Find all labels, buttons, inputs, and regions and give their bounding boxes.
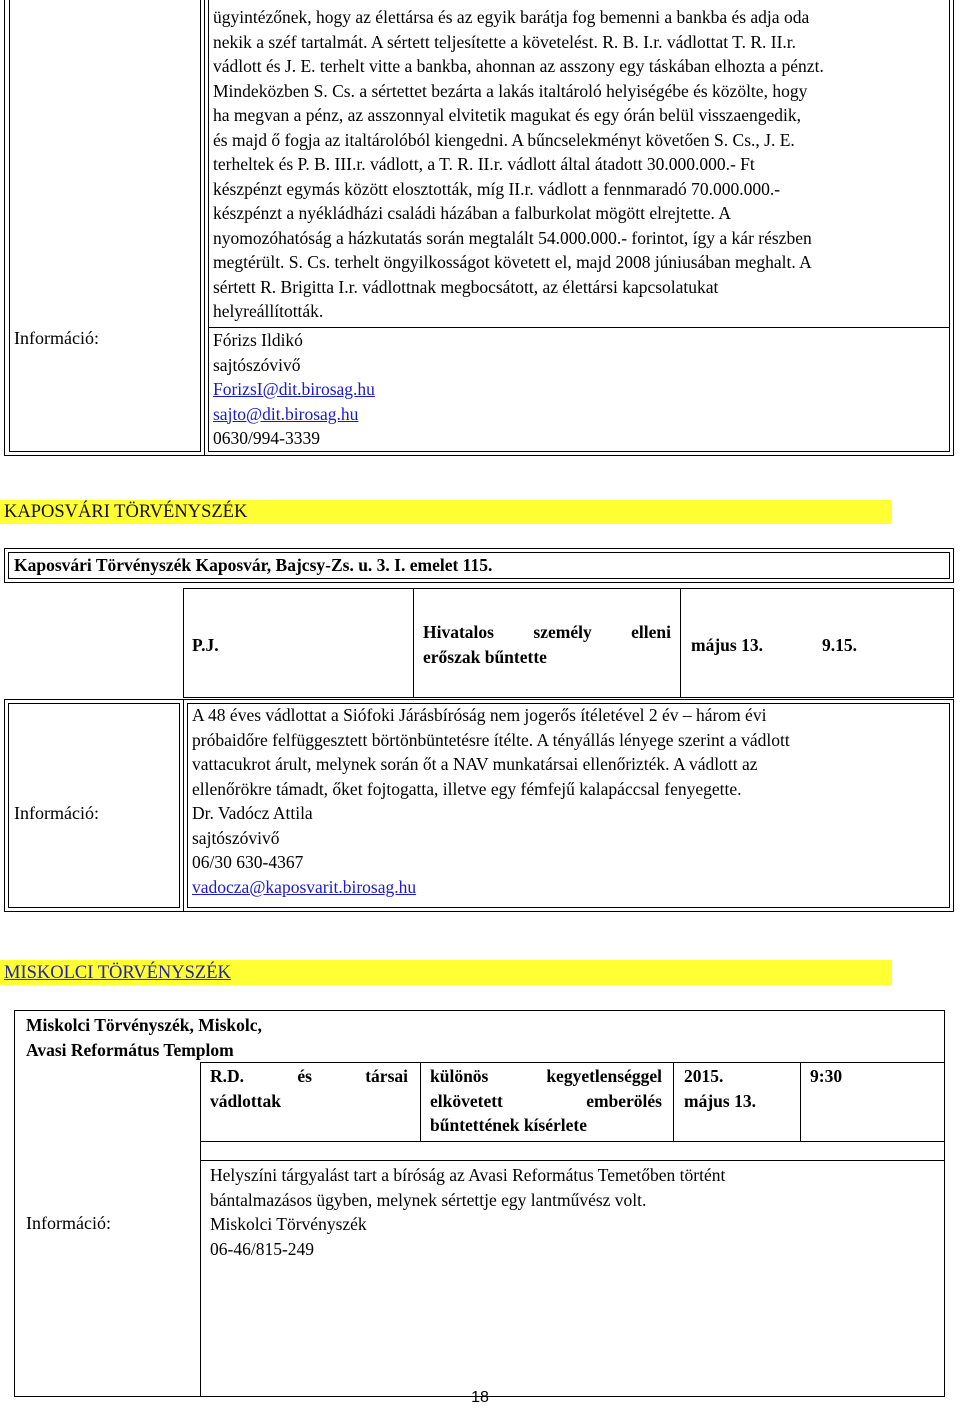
contact-block-1	[213, 328, 913, 451]
location-line: Miskolci Törvényszék, Miskolc,	[26, 1015, 262, 1035]
text-line: vattacukrot árult, melynek során őt a NAV munkatársai ellenőrizték. A vádlott az	[192, 754, 758, 774]
charge-line: erőszak bűntette	[423, 646, 547, 667]
text-line: Helyszíni tárgyalást tart a bíróság az Avasi Református Temetőben történt	[210, 1165, 726, 1185]
contact-email-link[interactable]: ForizsI@dit.birosag.hu	[213, 379, 375, 399]
contact-phone: 0630/994-3339	[213, 428, 320, 448]
info-label: Információ:	[14, 803, 99, 823]
court-location: Kaposvári Törvényszék Kaposvár, Bajcsy-Zs. u. 3. I. emelet 115.	[14, 555, 493, 575]
hearing-date	[684, 1064, 756, 1113]
text-line: ügyintézőnek, hogy az élettársa és az egyik barátja fog bemenni a bankba és adja oda	[213, 7, 810, 27]
charge-line: bűntettének kísérlete	[430, 1115, 587, 1135]
charge	[430, 1064, 662, 1138]
hearing-date: május 13.	[691, 635, 763, 655]
contact-name: Miskolci Törvényszék	[210, 1214, 367, 1234]
case-description-2	[192, 703, 948, 899]
contact-email-link[interactable]: vadocza@kaposvarit.birosag.hu	[192, 876, 417, 897]
defendant-line: R.D. és társai	[210, 1066, 408, 1086]
defendant: P.J.	[192, 635, 219, 655]
court-location	[26, 1013, 262, 1062]
contact-email-link[interactable]: sajto@dit.birosag.hu	[213, 403, 359, 424]
case-description-1	[213, 5, 945, 324]
contact-name: Dr. Vadócz Attila	[192, 803, 313, 823]
date-line: május 13.	[684, 1090, 756, 1111]
text-line: készpénzt a nyékládházi családi házában a falburkolat mögött elrejtette. A	[213, 203, 731, 223]
text-line: Mindeközben S. Cs. a sértettet bezárta a lakás italtároló helyiségébe és közölte, hogy	[213, 80, 808, 101]
hearing-time: 9.15.	[822, 635, 857, 655]
page-number: 18	[471, 1389, 489, 1406]
text-line: A 48 éves vádlottat a Siófoki Járásbíróság nem jogerős ítéletével 2 év – három évi	[192, 705, 767, 725]
contact-phone: 06-46/815-249	[210, 1238, 315, 1259]
text-line: próbaidőre felfüggesztett börtönbüntetésre ítélte. A tényállás lényege szerint a vádlott	[192, 729, 790, 750]
hearing-time: 9:30	[810, 1066, 843, 1086]
court-heading: KAPOSVÁRI TÖRVÉNYSZÉK	[4, 502, 248, 522]
contact-name: Fórizs Ildikó	[213, 330, 303, 350]
contact-phone: 06/30 630-4367	[192, 852, 304, 872]
contact-role: sajtószóvivő	[213, 354, 301, 375]
text-line: ellenőrökre támadt, őket fojtogatta, illetve egy fémfejű kalapáccsal fenyegette.	[192, 778, 742, 799]
text-line: nekik a széf tartalmát. A sértett teljesítette a követelést. R. B. I.r. vádlottat T. R. II.r.	[213, 31, 797, 52]
case-description-3	[210, 1163, 946, 1261]
text-line: megtérült. S. Cs. terhelt öngyilkosságot követett el, majd 2008 júniusában meghalt. A	[213, 252, 812, 272]
text-line: bántalmazásos ügyben, melynek sértettje egy lantművész volt.	[210, 1189, 647, 1210]
text-line: terheltek és P. B. III.r. vádlott, a T. R. II.r. vádlott által átadott 30.000.000.- Ft	[213, 154, 755, 174]
charge-line: különös kegyetlenséggel	[430, 1066, 662, 1086]
text-line: vádlott és J. E. terhelt vitte a bankba, ahonnan az asszony egy táskában elhozta a pénzt.	[213, 56, 824, 76]
contact-role: sajtószóvivő	[192, 827, 280, 848]
text-line: készpénzt egymás között elosztották, míg II.r. vádlott a fennmaradó 70.000.000.-	[213, 178, 781, 199]
charge	[423, 620, 671, 669]
text-line: helyreállították.	[213, 301, 324, 321]
text-line: sértett R. Brigitta I.r. vádlottnak megbocsátott, az élettársi kapcsolatukat	[213, 276, 719, 297]
defendant	[210, 1064, 408, 1113]
info-label: Információ:	[26, 1213, 111, 1233]
text-line: ha megvan a pénz, az asszonnyal elvitetik magukat és egy órán belül visszaengedik,	[213, 105, 801, 125]
text-line: nyomozóhatóság a házkutatás során megtalált 54.000.000.- forintot, így a kár részben	[213, 227, 812, 248]
defendant-line: vádlottak	[210, 1090, 281, 1111]
court-heading: MISKOLCI TÖRVÉNYSZÉK	[4, 963, 231, 983]
charge-line: elkövetett emberölés	[430, 1090, 662, 1111]
text-line: és majd ő fogja az italtárolóból kiengedni. A bűncselekményt követően S. Cs., J. E.	[213, 129, 795, 150]
date-line: 2015.	[684, 1066, 724, 1086]
location-line: Avasi Református Templom	[26, 1039, 234, 1060]
charge-line: Hivatalos személy elleni	[423, 622, 671, 642]
info-label: Információ:	[14, 328, 99, 348]
